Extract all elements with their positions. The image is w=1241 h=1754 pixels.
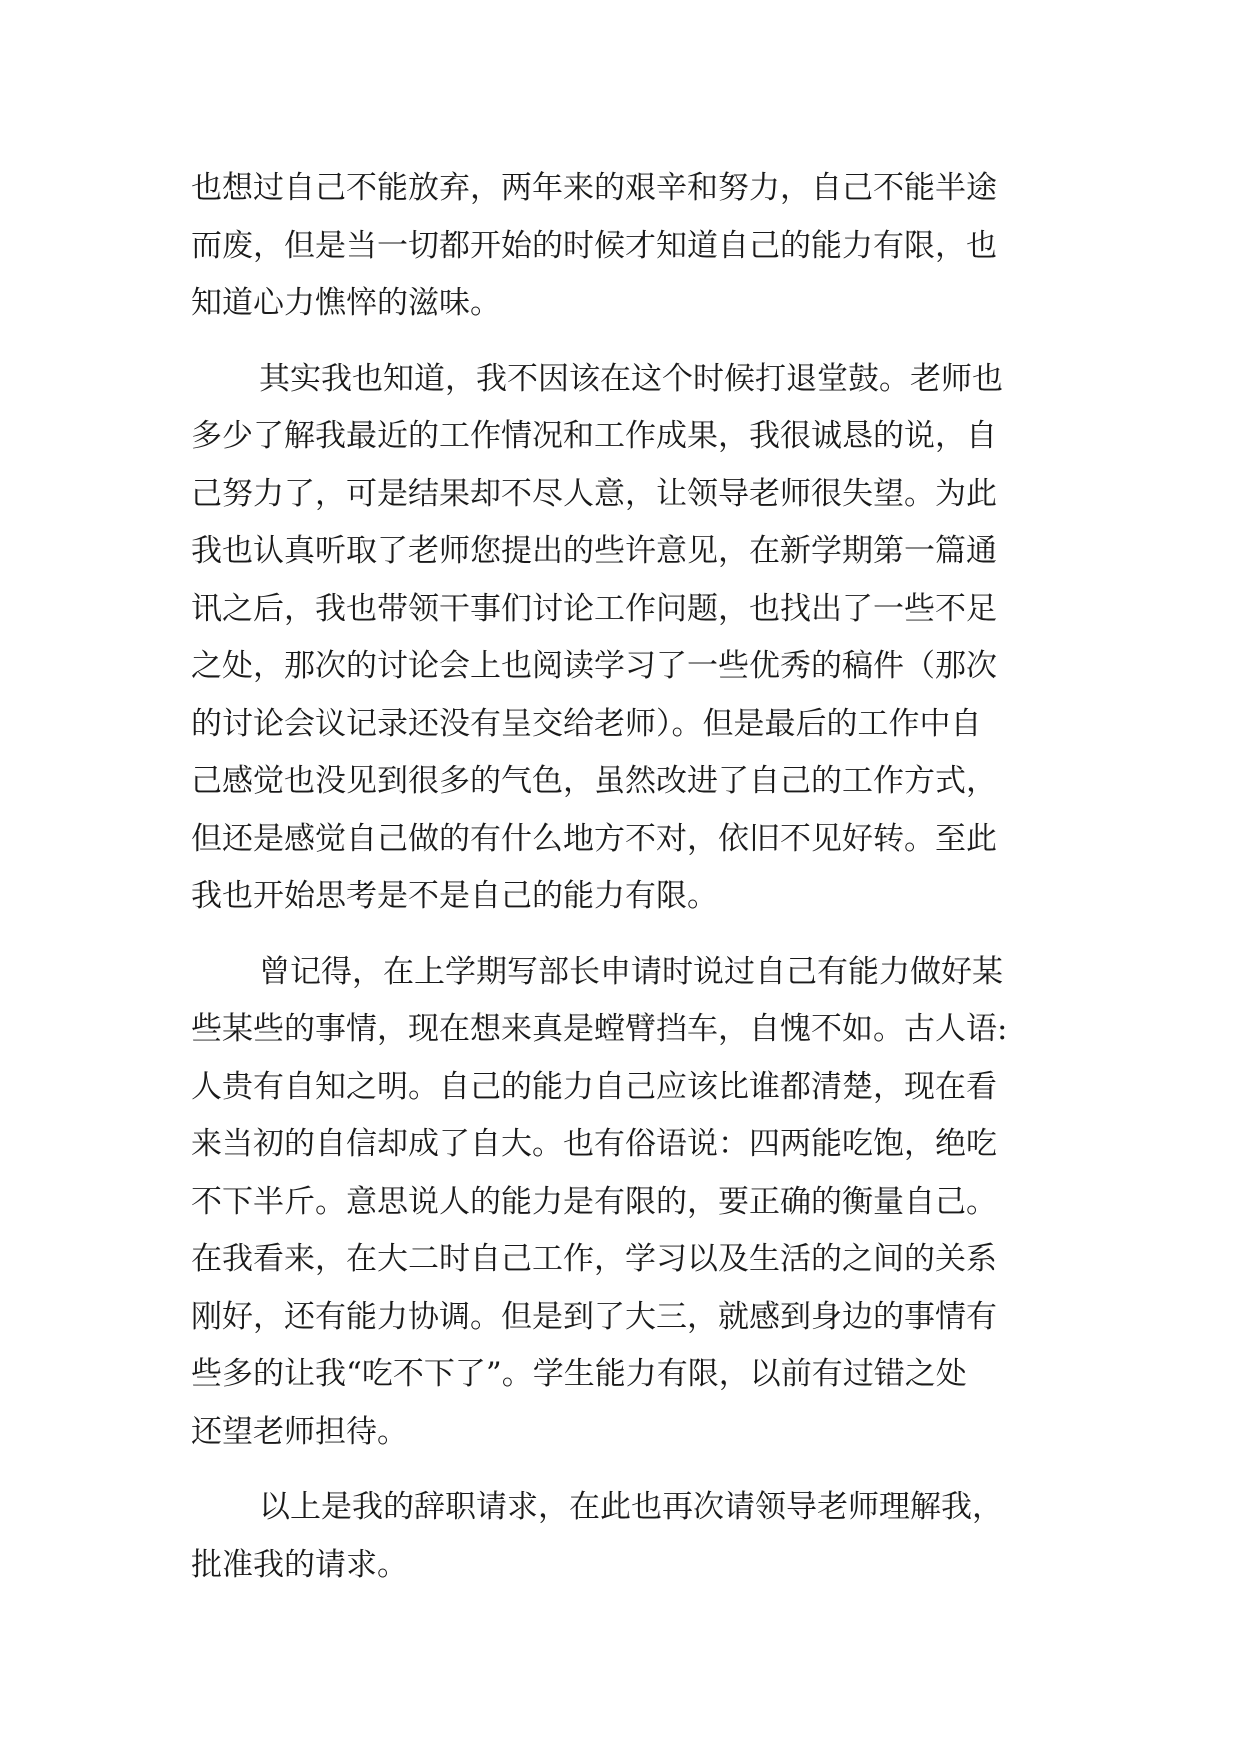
text-line: 人贵有自知之明。自己的能力自己应该比谁都清楚，现在看	[191, 1068, 997, 1105]
text-line: 也想过自己不能放弃，两年来的艰辛和努力，自己不能半途	[191, 170, 997, 206]
text-line: 来当初的自信却成了自大。也有俗语说：四两能吃饱，绝吃	[191, 1126, 997, 1162]
text-line: 在我看来，在大二时自己工作，学习以及生活的之间的关系	[191, 1241, 997, 1277]
text-line: 己感觉也没见到很多的气色，虽然改进了自己的工作方式，	[191, 763, 997, 799]
text-line: 之处，那次的讨论会上也阅读学习了一些优秀的稿件（那次	[191, 648, 997, 684]
text-line: 曾记得，在上学期写部长申请时说过自己有能力做好某	[259, 953, 1003, 990]
text-line: 讯之后，我也带领干事们讨论工作问题，也找出了一些不足	[191, 590, 997, 627]
text-line: 还望老师担待。	[191, 1413, 408, 1450]
text-line: 些某些的事情，现在想来真是螳臂挡车，自愧不如。古人语:	[191, 1011, 1008, 1047]
text-line: 的讨论会议记录还没有呈交给老师）。但是最后的工作中自	[191, 705, 982, 742]
text-line: 我也认真听取了老师您提出的些许意见，在新学期第一篇通	[191, 533, 997, 569]
paragraph-3	[191, 944, 1051, 1462]
text-line: 而废，但是当一切都开始的时候才知道自己的能力有限，也	[191, 227, 997, 264]
paragraph-1	[191, 160, 1051, 333]
text-line: 批准我的请求。	[191, 1546, 408, 1583]
document-body	[191, 160, 1051, 1612]
text-line: 但还是感觉自己做的有什么地方不对，依旧不见好转。至此	[191, 820, 997, 857]
text-line: 以上是我的辞职请求，在此也再次请领导老师理解我，	[259, 1489, 1003, 1525]
text-line: 己努力了，可是结果却不尽人意，让领导老师很失望。为此	[191, 475, 997, 512]
text-line: 不下半斤。意思说人的能力是有限的，要正确的衡量自己。	[191, 1183, 997, 1220]
text-line: 刚好，还有能力协调。但是到了大三，就感到身边的事情有	[191, 1298, 997, 1335]
text-line: 其实我也知道，我不因该在这个时候打退堂鼓。老师也	[259, 360, 1003, 397]
text-line: 我也开始思考是不是自己的能力有限。	[191, 878, 718, 914]
paragraph-2	[191, 351, 1051, 926]
text-line: 些多的让我“吃不下了”。学生能力有限，以前有过错之处	[191, 1356, 967, 1392]
paragraph-4	[191, 1479, 1051, 1594]
text-line: 知道心力憔悴的滋味。	[191, 285, 501, 321]
text-line: 多少了解我最近的工作情况和工作成果，我很诚恳的说，自	[191, 418, 997, 454]
